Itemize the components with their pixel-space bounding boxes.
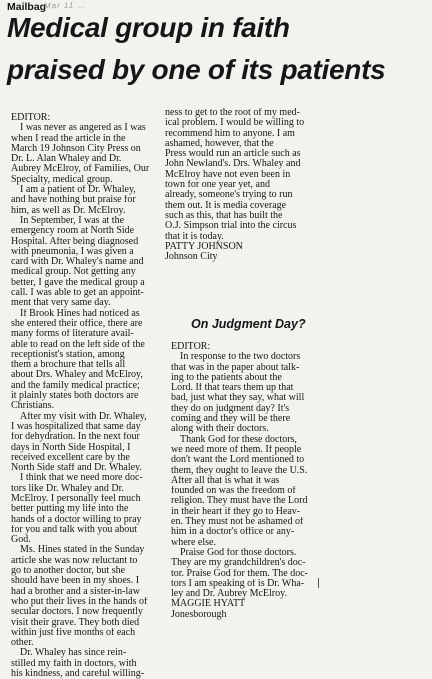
text-line: In response to the two doctors [180,352,301,363]
text-line: I am a patient of Dr. Whaley, [20,185,136,196]
text-line: many forms of literature avail- [11,329,134,340]
text-line: EDITOR: [11,113,51,123]
text-line: O.J. Simpson trial into the circus [165,221,297,232]
text-line: Johnson City [165,252,218,263]
text-line: After all that is what it was [171,475,280,486]
text-line: don't want the Lord mentioned to [171,455,305,466]
text-line: After my visit with Dr. Whaley, [20,411,147,422]
handwritten-date: Mar 11 … [43,0,87,11]
text-line: along with their doctors. [171,424,269,435]
text-line: bad, just what they say, what will [171,393,305,404]
text-line: his kindness, and careful willing- [11,669,145,679]
text-line: ashamed, however, that the [165,138,274,149]
text-line: Hospital. After being diagnosed [11,236,139,247]
text-line: tors I am speaking of is Dr. Wha- [171,578,305,589]
text-line: John Newland's. Drs. Whaley and [165,159,301,170]
text-line: stilled my faith in doctors, with [11,658,137,669]
text-line: hands of a doctor willing to pray [11,514,142,525]
text-line: If Brook Hines had noticed as [20,308,140,319]
text-line: MAGGIE HYATT [171,599,246,610]
text-line: Aubrey McElroy, of Families, Our [11,164,150,175]
text-line: Press would run an article such as [165,149,301,160]
text-line: Thank God for these doctors, [180,434,297,445]
text-line: them, they ought to leave the U.S. [171,465,308,476]
text-line: for dehydration. In the next four [11,432,140,443]
text-line: Dr. Whaley has since rein- [20,648,127,659]
text-line: other. [11,638,34,649]
text-line: when I read the article in the [11,133,126,144]
text-line: PATTY JOHNSON [165,241,243,252]
text-line: such as this, that has built the [165,210,283,221]
text-line: him, as well as Dr. McElroy. [11,205,126,216]
text-line: I was never as angered as I was [20,123,146,134]
text-line: EDITOR: [171,342,211,352]
text-line: God. [11,535,31,546]
text-line: visit their grave. They both died [11,617,140,628]
letter-2-title: On Judgment Day? [191,317,306,331]
text-line: tor. Praise God for them. The doc- [171,568,309,579]
headline-line-1: Medical group in faith [7,12,290,43]
text-line: already, someone's trying to run [165,190,293,201]
stray-pen-mark [318,578,319,588]
text-line: receptionist's station, among [11,349,125,360]
text-line: emergency room at North Side [11,226,135,237]
text-line: North Side staff and Dr. Whaley. [11,463,142,474]
text-line: about Drs. Whaley and McElroy, [11,370,143,381]
text-line: town for one year yet, and [165,180,270,191]
section-label: Mailbag [7,1,47,13]
text-line: Christians. [11,401,55,412]
letter-1-column-2 [165,108,321,262]
text-line: within just five months of each [11,627,136,638]
text-line: secular doctors. I now frequently [11,607,143,618]
text-line: call. I was able to get an appoint- [11,288,144,299]
text-line: that was in the paper about talk- [171,362,300,373]
text-line: card with Dr. Whaley's name and [11,257,144,268]
text-line: him in a doctor's office or any- [171,527,295,538]
text-line: March 19 Johnson City Press on [11,143,141,154]
text-line: Specialty, medical group. [11,174,113,185]
text-line: had a brother and a sister-in-law [11,586,140,597]
text-line: go to another doctor, but she [11,566,126,577]
text-line: recommend him to anyone. I am [165,128,295,139]
text-line: I was hospitalized that same day [11,421,141,432]
text-line: McElroy. I personally feel much [11,493,141,504]
text-line: ical problem. I would be willing to [165,118,305,129]
text-line: Jonesborough [171,609,227,620]
text-line: article she was now reluctant to [11,555,138,566]
text-line: McElroy have not even been in [165,169,291,180]
text-line: with pneumonia, I was given a [11,246,134,257]
text-line: en. They must not be ashamed of [171,517,304,528]
text-line: them a brochure that tells all [11,360,126,371]
text-line: ing to the patients about the [171,372,282,383]
letter-2-body [171,342,333,620]
text-line: and the family medical practice; [11,380,140,391]
headline-line-2: praised by one of its patients [7,54,386,85]
text-line: in their heart if they go to Heav- [171,506,301,517]
text-line: They are my grandchildren's doc- [171,558,306,569]
text-line: tors like Dr. Whaley and Dr. [11,483,124,494]
text-line: they do on judgment day? It's [171,403,290,414]
text-line: she entered their office, there are [11,318,143,329]
text-line: where else. [171,537,216,548]
text-line: better putting my life into the [11,504,129,515]
text-line: able to read on the left side of the [11,339,145,350]
text-line: we need more of them. If people [171,444,302,455]
text-line: that it is today. [165,231,224,242]
text-line: them out. It is media coverage [165,200,287,211]
text-line: I think that we need more doc- [20,473,143,484]
text-line: should have been in my shoes. I [11,576,140,587]
text-line: it plainly states both doctors are [11,391,139,402]
text-line: ness to get to the root of my med- [165,108,300,118]
text-line: Ms. Hines stated in the Sunday [20,545,145,556]
text-line: and have nothing but praise for [11,195,136,206]
text-line: In September, I was at the [20,215,125,226]
text-line: Dr. L. Alan Whaley and Dr. [11,154,122,165]
text-line: ment that very same day. [11,298,111,309]
text-line: received excellent care by the [11,452,130,463]
text-line: Lord. If that tears them up that [171,383,294,394]
text-line: days in North Side Hospital, I [11,442,131,453]
text-line: better, I gave the medical group a [11,277,145,288]
text-line: religion. They must have the Lord [171,496,308,507]
text-line: who put their lives in the hands of [11,596,148,607]
text-line: Praise God for those doctors. [180,547,297,558]
text-line: coming and they will be there [171,414,291,425]
text-line: medical group. Not getting any [11,267,136,278]
text-line: ley and Dr. Aubrey McElroy. [171,589,287,600]
text-line: for you and talk with you about [11,524,138,535]
text-line: founded on was the freedom of [171,486,296,497]
letter-1-column-1 [11,113,163,679]
